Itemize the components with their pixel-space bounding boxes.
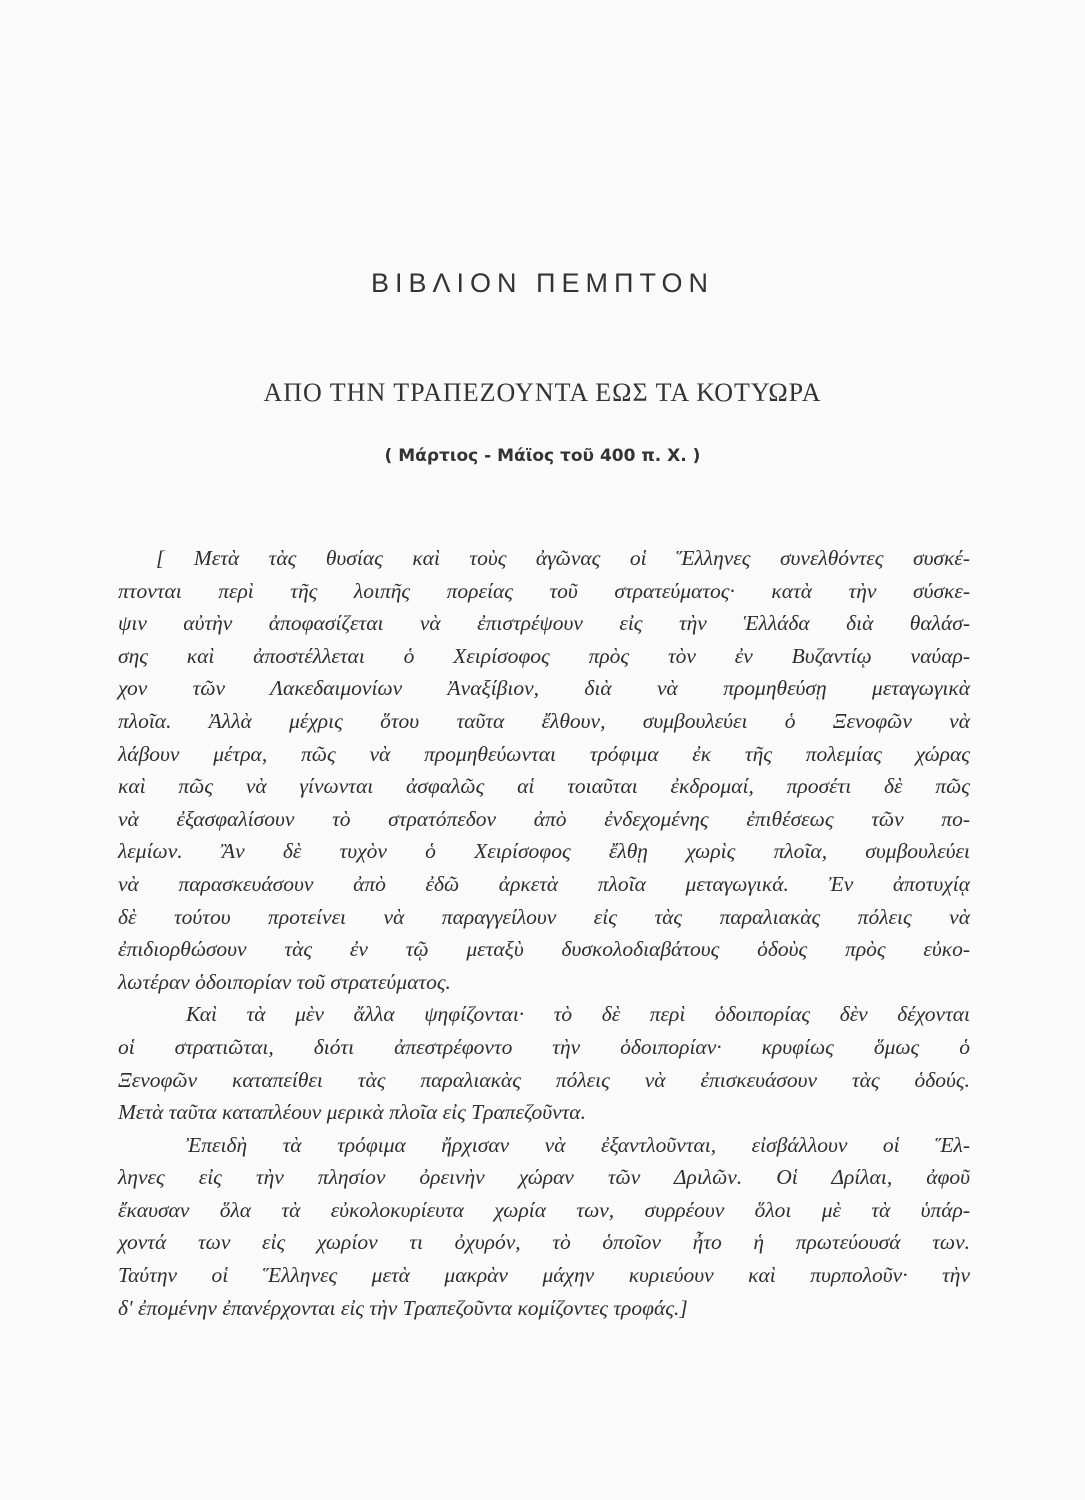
text-line: [ Μετὰ τὰς θυσίας καὶ τοὺς ἀγῶνας οἱ Ἕλληνες συνελθόντες συσκέ-	[156, 546, 970, 570]
text-line: καὶ πῶς νὰ γίνωνται ἀσφαλῶς αἱ τοιαῦται ἐκδρομαί, προσέτι δὲ πῶς	[118, 774, 970, 799]
paragraph	[118, 542, 970, 998]
text-line: Ἐπειδὴ τὰ τρόφιμα ἤρχισαν νὰ ἐξαντλοῦνται, εἰσβάλλουν οἱ Ἕλ-	[186, 1132, 970, 1157]
text-line: δ' ἐπομένην ἐπανέρχονται εἰς τὴν Τραπεζοῦντα κομίζοντες τροφάς.]	[118, 1295, 688, 1320]
text-line: λάβουν μέτρα, πῶς νὰ προμηθεύωνται τρόφιμα ἐκ τῆς πολεμίας χώρας	[118, 741, 970, 766]
text-line: πλοῖα. Ἀλλὰ μέχρις ὅτου ταῦτα ἔλθουν, συμβουλεύει ὁ Ξενοφῶν νὰ	[118, 708, 970, 733]
summary-text	[118, 542, 970, 1324]
text-line: νὰ παρασκευάσουν ἀπὸ ἐδῶ ἀρκετὰ πλοῖα μεταγωγικά. Ἐν ἀποτυχίᾳ	[118, 871, 970, 896]
text-line: Ξενοφῶν καταπείθει τὰς παραλιακὰς πόλεις νὰ ἐπισκευάσουν τὰς ὁδούς.	[118, 1067, 970, 1092]
text-line: οἱ στρατιῶται, διότι ἀπεστρέφοντο τὴν ὁδοιπορίαν· κρυφίως ὅμως ὁ	[118, 1034, 970, 1059]
text-line: νὰ ἐξασφαλίσουν τὸ στρατόπεδον ἀπὸ ἐνδεχομένης ἐπιθέσεως τῶν πο-	[118, 806, 970, 831]
text-line: ἔκαυσαν ὅλα τὰ εὐκολοκυρίευτα χωρία των, συρρέουν ὅλοι μὲ τὰ ὑπάρ-	[118, 1197, 970, 1222]
text-line: λεμίων. Ἂν δὲ τυχὸν ὁ Χειρίσοφος ἔλθῃ χωρὶς πλοῖα, συμβουλεύει	[118, 839, 970, 864]
text-line: δὲ τούτου προτείνει νὰ παραγγείλουν εἰς τὰς παραλιακὰς πόλεις νὰ	[118, 904, 970, 929]
book-title: ΒΙΒΛΙΟΝ ΠΕΜΠΤΟΝ	[370, 268, 715, 298]
text-line: ψιν αὐτὴν ἀποφασίζεται νὰ ἐπιστρέψουν εἰς τὴν Ἑλλάδα διὰ θαλάσ-	[118, 611, 970, 636]
text-line: χοντά των εἰς χωρίον τι ὀχυρόν, τὸ ὁποῖον ἦτο ἡ πρωτεύουσά των.	[118, 1230, 970, 1255]
text-line: ἐπιδιορθώσουν τὰς ἐν τῷ μεταξὺ δυσκολοδιαβάτους ὁδοὺς πρὸς εὐκο-	[118, 937, 970, 962]
text-line: σης καὶ ἀποστέλλεται ὁ Χειρίσοφος πρὸς τὸν ἐν Βυζαντίῳ ναύαρ-	[118, 643, 970, 668]
chapter-title: ΑΠΟ ΤΗΝ ΤΡΑΠΕΖΟΥΝΤΑ ΕΩΣ ΤΑ ΚΟΤΥΩΡΑ	[263, 378, 822, 407]
text-line: Ταύτην οἱ Ἕλληνες μετὰ μακρὰν μάχην κυριεύουν καὶ πυρπολοῦν· τὴν	[118, 1263, 970, 1288]
text-line: λωτέραν ὁδοιπορίαν τοῦ στρατεύματος.	[118, 969, 451, 994]
text-line: πτονται περὶ τῆς λοιπῆς πορείας τοῦ στρατεύματος· κατὰ τὴν σύσκε-	[118, 578, 970, 603]
text-line: Καὶ τὰ μὲν ἄλλα ψηφίζονται· τὸ δὲ περὶ ὁδοιπορίας δὲν δέχονται	[186, 1002, 970, 1027]
text-line: ληνες εἰς τὴν πλησίον ὀρεινὴν χώραν τῶν Δριλῶν. Οἱ Δρίλαι, ἀφοῦ	[118, 1165, 970, 1190]
text-line: χον τῶν Λακεδαιμονίων Ἀναξίβιον, διὰ νὰ προμηθεύσῃ μεταγωγικὰ	[118, 676, 970, 701]
paragraph	[118, 998, 970, 1128]
paragraph	[118, 1129, 970, 1325]
text-line: Μετὰ ταῦτα καταπλέουν μερικὰ πλοῖα εἰς Τραπεζοῦντα.	[118, 1100, 586, 1125]
date-range-subtitle: ( Μάρτιος - Μάϊος τοῦ 400 π. Χ. )	[384, 446, 701, 466]
